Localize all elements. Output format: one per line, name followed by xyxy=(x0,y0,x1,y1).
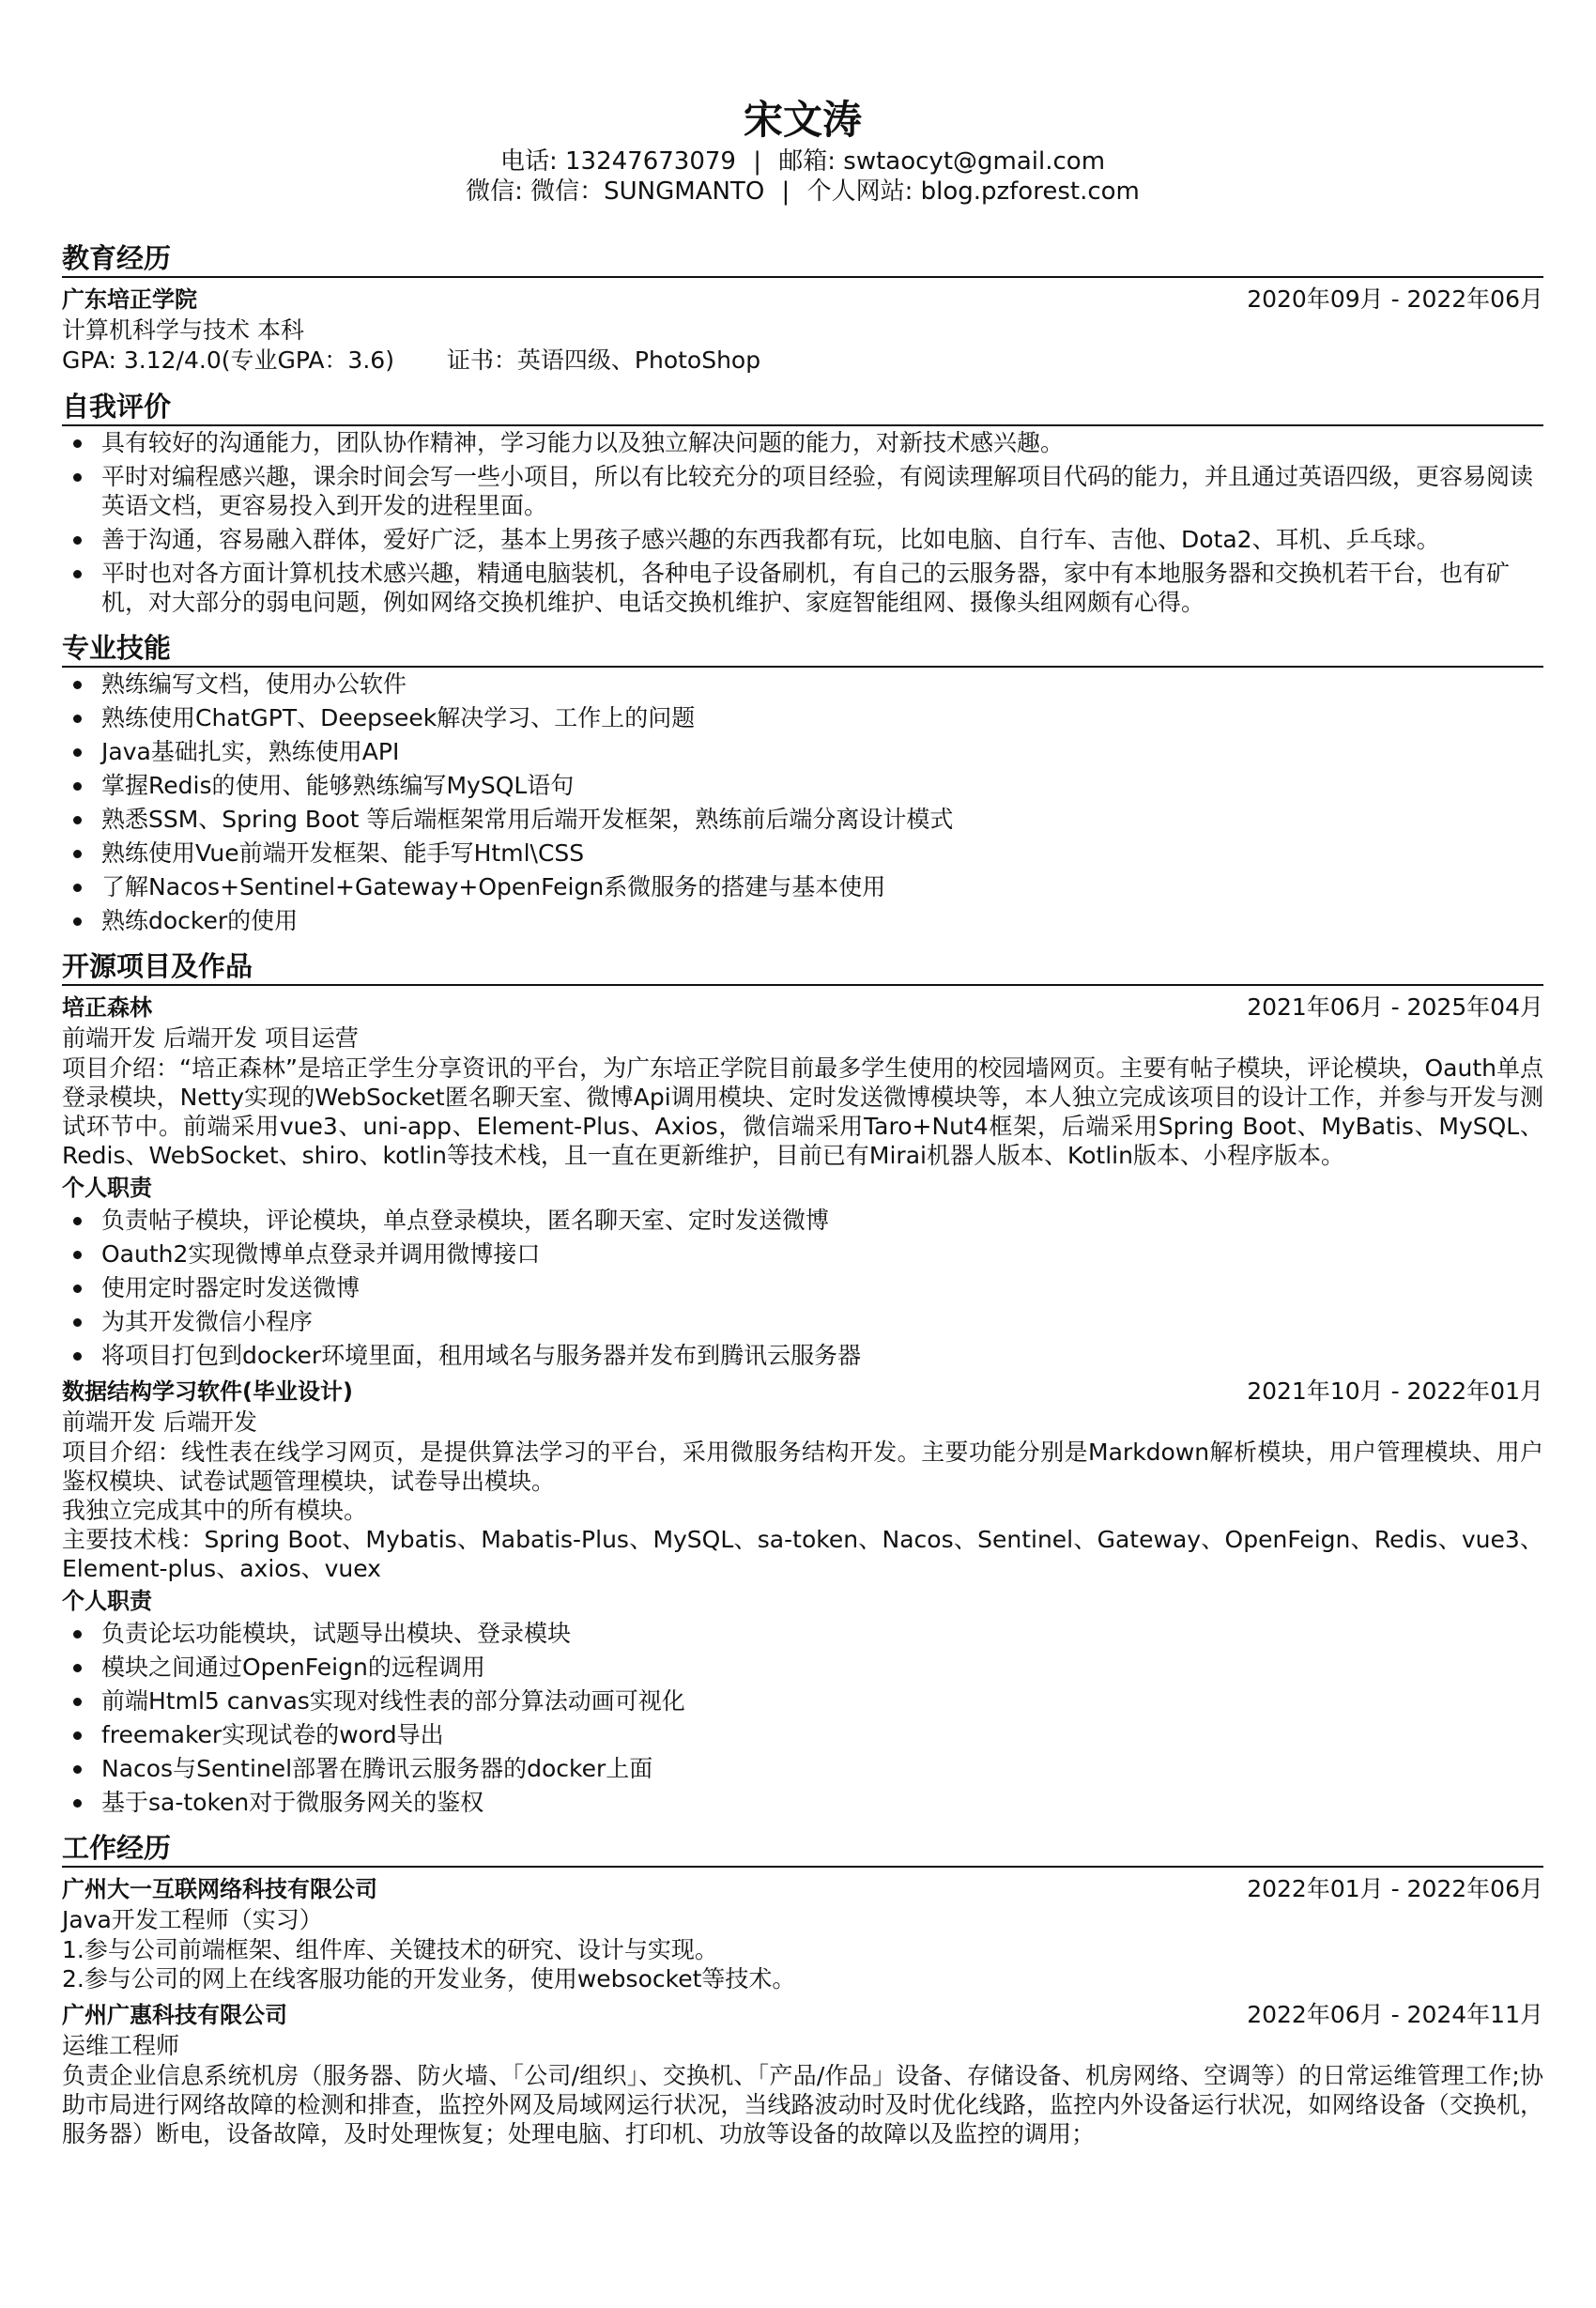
work-section xyxy=(62,1830,1543,2148)
job-role: 运维工程师 xyxy=(62,2032,180,2059)
company-name: 广州大一互联网络科技有限公司 xyxy=(62,1876,377,1902)
bullet-list xyxy=(62,1206,1543,1370)
job-role: Java开发工程师（实习） xyxy=(62,1906,323,1933)
job-line: 2.参与公司的网上在线客服功能的开发业务，使用websocket等技术。 xyxy=(62,1965,796,1993)
projects-section xyxy=(62,948,1543,1817)
date-range: 2021年10月 - 2022年01月 xyxy=(1247,1377,1543,1405)
project-row xyxy=(62,992,1543,1023)
wechat: 微信: 微信：SUNGMANTO xyxy=(466,177,765,206)
project-note: 我独立完成其中的所有模块。 xyxy=(62,1497,368,1524)
project-name: 培正森林 xyxy=(62,994,152,1021)
list-item: freemaker实现试卷的word导出 xyxy=(62,1720,1543,1749)
separator: | xyxy=(753,147,761,176)
project-entry xyxy=(62,992,1543,1370)
list-item: 了解Nacos+Sentinel+Gateway+OpenFeign系微服务的搭建与基本使用 xyxy=(62,872,1543,901)
list-item: Oauth2实现微博单点登录并调用微博接口 xyxy=(62,1239,1543,1269)
project-role: 前端开发 后端开发 xyxy=(62,1408,257,1436)
work-row xyxy=(62,1873,1543,1905)
list-item: 前端Html5 canvas实现对线性表的部分算法动画可视化 xyxy=(62,1686,1543,1716)
major: 计算机科学与技术 本科 xyxy=(62,316,304,344)
project-description: 项目介绍：线性表在线学习网页，是提供算法学习的平台，采用微服务结构开发。主要功能分别是Markdown解析模块，用户管理模块、用户鉴权模块、试卷试题管理模块，试卷导出模块。 xyxy=(62,1439,1543,1495)
contact-line-1 xyxy=(62,146,1543,177)
list-item: 熟练编写文档，使用办公软件 xyxy=(62,669,1543,699)
list-item: 负责论坛功能模块，试题导出模块、登录模块 xyxy=(62,1619,1543,1648)
phone: 电话: 13247673079 xyxy=(499,147,736,176)
skills-section xyxy=(62,630,1543,935)
company-name: 广州广惠科技有限公司 xyxy=(62,2002,287,2028)
list-item: 基于sa-token对于微服务网关的鉴权 xyxy=(62,1788,1543,1817)
list-item: 熟练使用ChatGPT、Deepseek解决学习、工作上的问题 xyxy=(62,703,1543,732)
project-description: 项目介绍：“培正森林”是培正学生分享资讯的平台，为广东培正学院目前最多学生使用的校园墙网页。主要有帖子模块，评论模块，Oauth单点登录模块，Netty实现的WebSocket匿名聊天室、微博Api调用模块、定时发送微博模块等，本人独立完成该项目的设计工作，并参与开发与测试环节中。前端采用vue3、uni-app、Element-Plus、Axios，微信端采用Taro+Nut4框架，后端采用Spring Boot、MyBatis、MySQL、Redis、WebSocket、shiro、kotlin等技术栈，且一直在更新维护，目前已有Mirai机器人版本、Kotlin版本、小程序版本。 xyxy=(62,1054,1543,1169)
list-item: 善于沟通，容易融入群体，爱好广泛，基本上男孩子感兴趣的东西我都有玩，比如电脑、自行车、吉他、Dota2、耳机、乒乓球。 xyxy=(62,525,1543,554)
list-item: Nacos与Sentinel部署在腾讯云服务器的docker上面 xyxy=(62,1754,1543,1783)
list-item: 熟练docker的使用 xyxy=(62,906,1543,935)
project-role: 前端开发 后端开发 项目运营 xyxy=(62,1024,359,1052)
list-item: 模块之间通过OpenFeign的远程调用 xyxy=(62,1653,1543,1682)
list-item: 掌握Redis的使用、能够熟练编写MySQL语句 xyxy=(62,771,1543,800)
contact-line-2 xyxy=(62,177,1543,207)
website[interactable]: 个人网站: blog.pzforest.com xyxy=(806,177,1140,206)
section-title: 自我评价 xyxy=(62,389,1543,426)
list-item: 将项目打包到docker环境里面，租用域名与服务器并发布到腾讯云服务器 xyxy=(62,1341,1543,1370)
self-eval-section xyxy=(62,389,1543,617)
list-item: 熟悉SSM、Spring Boot 等后端框架常用后端开发框架，熟练前后端分离设计模式 xyxy=(62,805,1543,834)
school-name: 广东培正学院 xyxy=(62,286,197,313)
duty-title: 个人职责 xyxy=(62,1175,152,1201)
list-item: 平时对编程感兴趣，课余时间会写一些小项目，所以有比较充分的项目经验，有阅读理解项目代码的能力，并且通过英语四级，更容易阅读英语文档，更容易投入到开发的进程里面。 xyxy=(62,462,1543,520)
list-item: Java基础扎实，熟练使用API xyxy=(62,737,1543,766)
list-item: 使用定时器定时发送微博 xyxy=(62,1273,1543,1302)
candidate-name: 宋文涛 xyxy=(743,97,862,143)
project-tech-stack: 主要技术栈：Spring Boot、Mybatis、Mabatis-Plus、MySQL、sa-token、Nacos、Sentinel、Gateway、OpenFeign、Redis、vue3、Element-plus、axios、vuex xyxy=(62,1526,1543,1582)
date-range: 2022年06月 - 2024年11月 xyxy=(1247,2001,1543,2028)
email[interactable]: 邮箱: swtaocyt@gmail.com xyxy=(778,147,1106,176)
date-range: 2022年01月 - 2022年06月 xyxy=(1247,1875,1543,1902)
section-title: 工作经历 xyxy=(62,1830,1543,1868)
bullet-list xyxy=(62,669,1543,935)
certificates: 证书：英语四级、PhotoShop xyxy=(446,346,761,374)
list-item: 熟练使用Vue前端开发框架、能手写Html\CSS xyxy=(62,839,1543,868)
list-item: 具有较好的沟通能力，团队协作精神，学习能力以及独立解决问题的能力，对新技术感兴趣。 xyxy=(62,428,1543,457)
education-section xyxy=(62,240,1543,376)
section-title: 开源项目及作品 xyxy=(62,948,1543,986)
date-range: 2020年09月 - 2022年06月 xyxy=(1247,285,1543,313)
date-range: 2021年06月 - 2025年04月 xyxy=(1247,993,1543,1021)
education-row xyxy=(62,284,1543,315)
bullet-list xyxy=(62,1619,1543,1817)
section-title: 专业技能 xyxy=(62,630,1543,668)
section-title: 教育经历 xyxy=(62,240,1543,278)
duty-title: 个人职责 xyxy=(62,1588,152,1614)
project-row xyxy=(62,1376,1543,1408)
bullet-list xyxy=(62,428,1543,617)
gpa: GPA: 3.12/4.0(专业GPA：3.6) xyxy=(62,346,394,374)
work-entry xyxy=(62,1999,1543,2148)
project-entry xyxy=(62,1376,1543,1817)
project-name: 数据结构学习软件(毕业设计) xyxy=(62,1378,353,1405)
list-item: 平时也对各方面计算机技术感兴趣，精通电脑装机，各种电子设备刷机，有自己的云服务器，家中有本地服务器和交换机若干台，也有矿机，对大部分的弱电问题，例如网络交换机维护、电话交换机维护、家庭智能组网、摄像头组网颇有心得。 xyxy=(62,559,1543,617)
gpa-line xyxy=(62,346,1543,376)
work-row xyxy=(62,1999,1543,2031)
job-line: 1.参与公司前端框架、组件库、关键技术的研究、设计与实现。 xyxy=(62,1936,718,1963)
job-line: 负责企业信息系统机房（服务器、防火墙、「公司/组织」、交换机、「产品/作品」设备、存储设备、机房网络、空调等）的日常运维管理工作;协助市局进行网络故障的检测和排查，监控外网及局域网运行状况，当线路波动时及时优化线路，监控内外设备运行状况，如网络设备（交换机，服务器）断电，设备故障，及时处理恢复；处理电脑、打印机、功放等设备的故障以及监控的调用； xyxy=(62,2062,1543,2147)
list-item: 负责帖子模块，评论模块，单点登录模块，匿名聊天室、定时发送微博 xyxy=(62,1206,1543,1235)
list-item: 为其开发微信小程序 xyxy=(62,1307,1543,1336)
resume-page xyxy=(62,0,1543,2148)
work-entry xyxy=(62,1873,1543,1993)
separator: | xyxy=(781,177,790,206)
